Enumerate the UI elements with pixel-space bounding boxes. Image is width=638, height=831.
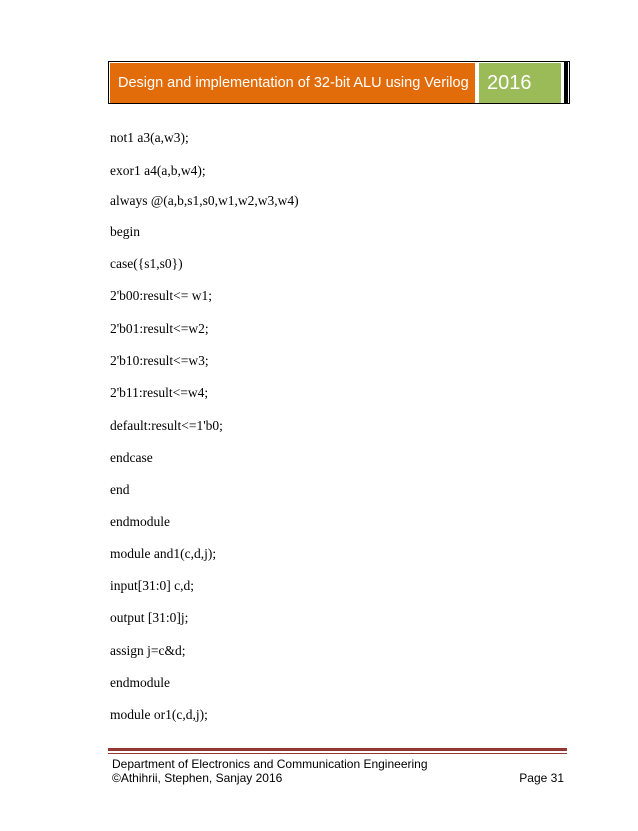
code-line: 2'b11:result<=w4; [110, 385, 209, 400]
code-line: case({s1,s0}) [110, 256, 183, 271]
footer-rule-thick [108, 748, 567, 751]
code-line: assign j=c&d; [110, 643, 186, 658]
code-line: always @(a,b,s1,s0,w1,w2,w3,w4) [110, 193, 299, 208]
code-line: exor1 a4(a,b,w4); [110, 163, 206, 178]
code-line: end [110, 482, 130, 497]
code-line: 2'b00:result<= w1; [110, 288, 213, 303]
footer-rule-thin [108, 753, 567, 754]
header-title: Design and implementation of 32-bit ALU using Verilog [110, 63, 475, 103]
footer-department: Department of Electronics and Communication Engineering [112, 757, 428, 771]
code-line: 2'b01:result<=w2; [110, 321, 209, 336]
code-line: endmodule [110, 514, 170, 529]
code-line: not1 a3(a,w3); [110, 130, 189, 145]
code-line: endcase [110, 450, 153, 465]
code-line: default:result<=1'b0; [110, 418, 223, 433]
code-line: endmodule [110, 675, 170, 690]
code-line: begin [110, 224, 140, 239]
header-year: 2016 [479, 63, 561, 103]
code-line: output [31:0]j; [110, 610, 189, 625]
header-edge-bar [564, 61, 568, 104]
footer-copyright: ©Athihrii, Stephen, Sanjay 2016 [112, 771, 283, 785]
footer-page-number: Page 31 [519, 771, 564, 785]
code-line: input[31:0] c,d; [110, 578, 194, 593]
code-line: module and1(c,d,j); [110, 546, 217, 561]
code-line: module or1(c,d,j); [110, 707, 208, 722]
code-line: 2'b10:result<=w3; [110, 353, 209, 368]
